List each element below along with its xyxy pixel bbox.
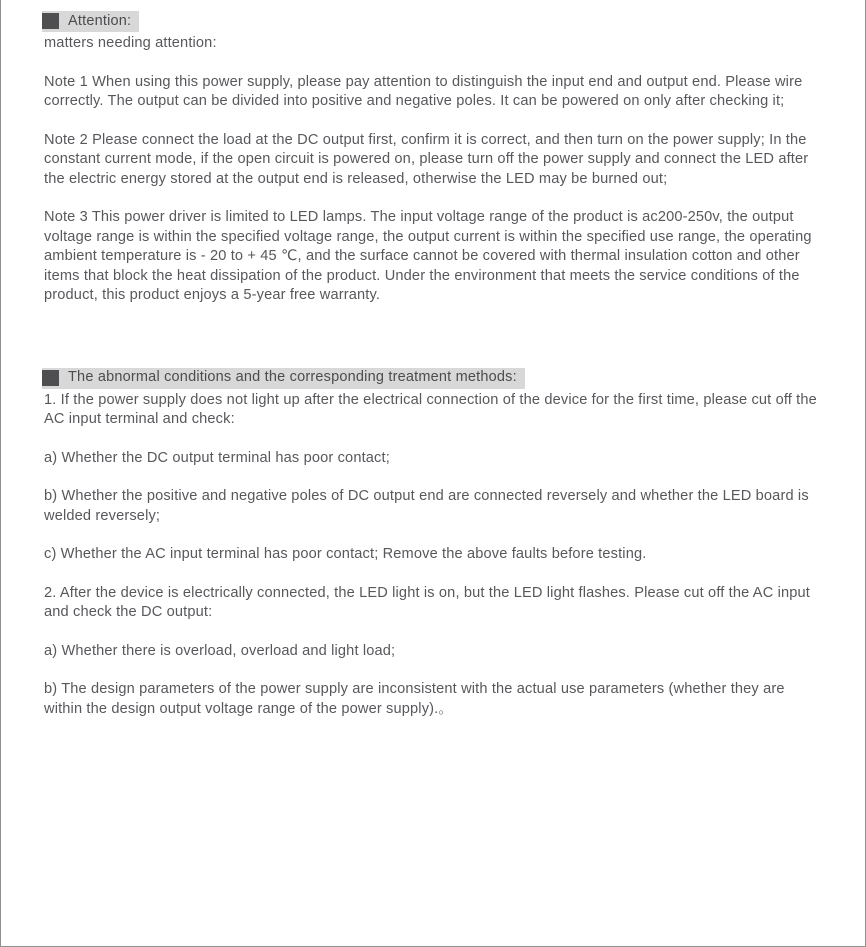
section-marker-icon <box>42 13 59 29</box>
section-marker-icon <box>42 370 59 386</box>
abnormal-item-1b: b) Whether the positive and negative poles of DC output end are connected reversely and whether the LED board is welded reversely; <box>44 488 809 524</box>
note-3-paragraph: Note 3 This power driver is limited to LED lamps. The input voltage range of the product is ac200-250v, the output voltage range is within the specified voltage range, the output current is within the specified use range, the operating ambient temperature is - 20 to + 45 ℃, and the surface cannot be covered with thermal insulation cotton and other items that block the heat dissipation of the product. Under the environment that meets the service conditions of the product, this product enjoys a 5-year free warranty. <box>44 209 812 303</box>
abnormal-item-1c: c) Whether the AC input terminal has poor contact; Remove the above faults before testing. <box>44 546 647 562</box>
abnormal-conditions-section <box>44 325 821 720</box>
note-1-paragraph: Note 1 When using this power supply, please pay attention to distinguish the input end and output end. Please wire correctly. The output can be divided into positive and negative poles. It can be powered on only after checking it; <box>44 73 803 109</box>
attention-intro: matters needing attention: <box>44 35 217 51</box>
note-2-paragraph: Note 2 Please connect the load at the DC output first, confirm it is correct, and then turn on the power supply; In the constant current mode, if the open circuit is powered on, please turn off the power supply and connect the LED after the electric energy stored at the output end is released, otherwise the LED may be burned out; <box>44 131 809 187</box>
abnormal-item-2: 2. After the device is electrically connected, the LED light is on, but the LED light flashes. Please cut off the AC input and check the DC output: <box>44 584 810 620</box>
attention-header <box>42 11 139 32</box>
abnormal-item-1: 1. If the power supply does not light up after the electrical connection of the device for the first time, please cut off the AC input terminal and check: <box>44 391 817 427</box>
abnormal-conditions-header-label: The abnormal conditions and the corresponding treatment methods: <box>68 369 517 385</box>
abnormal-conditions-header <box>42 368 525 389</box>
abnormal-item-1a: a) Whether the DC output terminal has poor contact; <box>44 449 390 466</box>
abnormal-item-2b: b) The design parameters of the power supply are inconsistent with the actual use parameters (whether they are within the design output voltage range of the power supply).。 <box>44 681 785 717</box>
attention-section <box>44 11 821 306</box>
attention-header-label: Attention: <box>68 12 132 29</box>
abnormal-item-2a: a) Whether there is overload, overload and light load; <box>44 642 396 659</box>
